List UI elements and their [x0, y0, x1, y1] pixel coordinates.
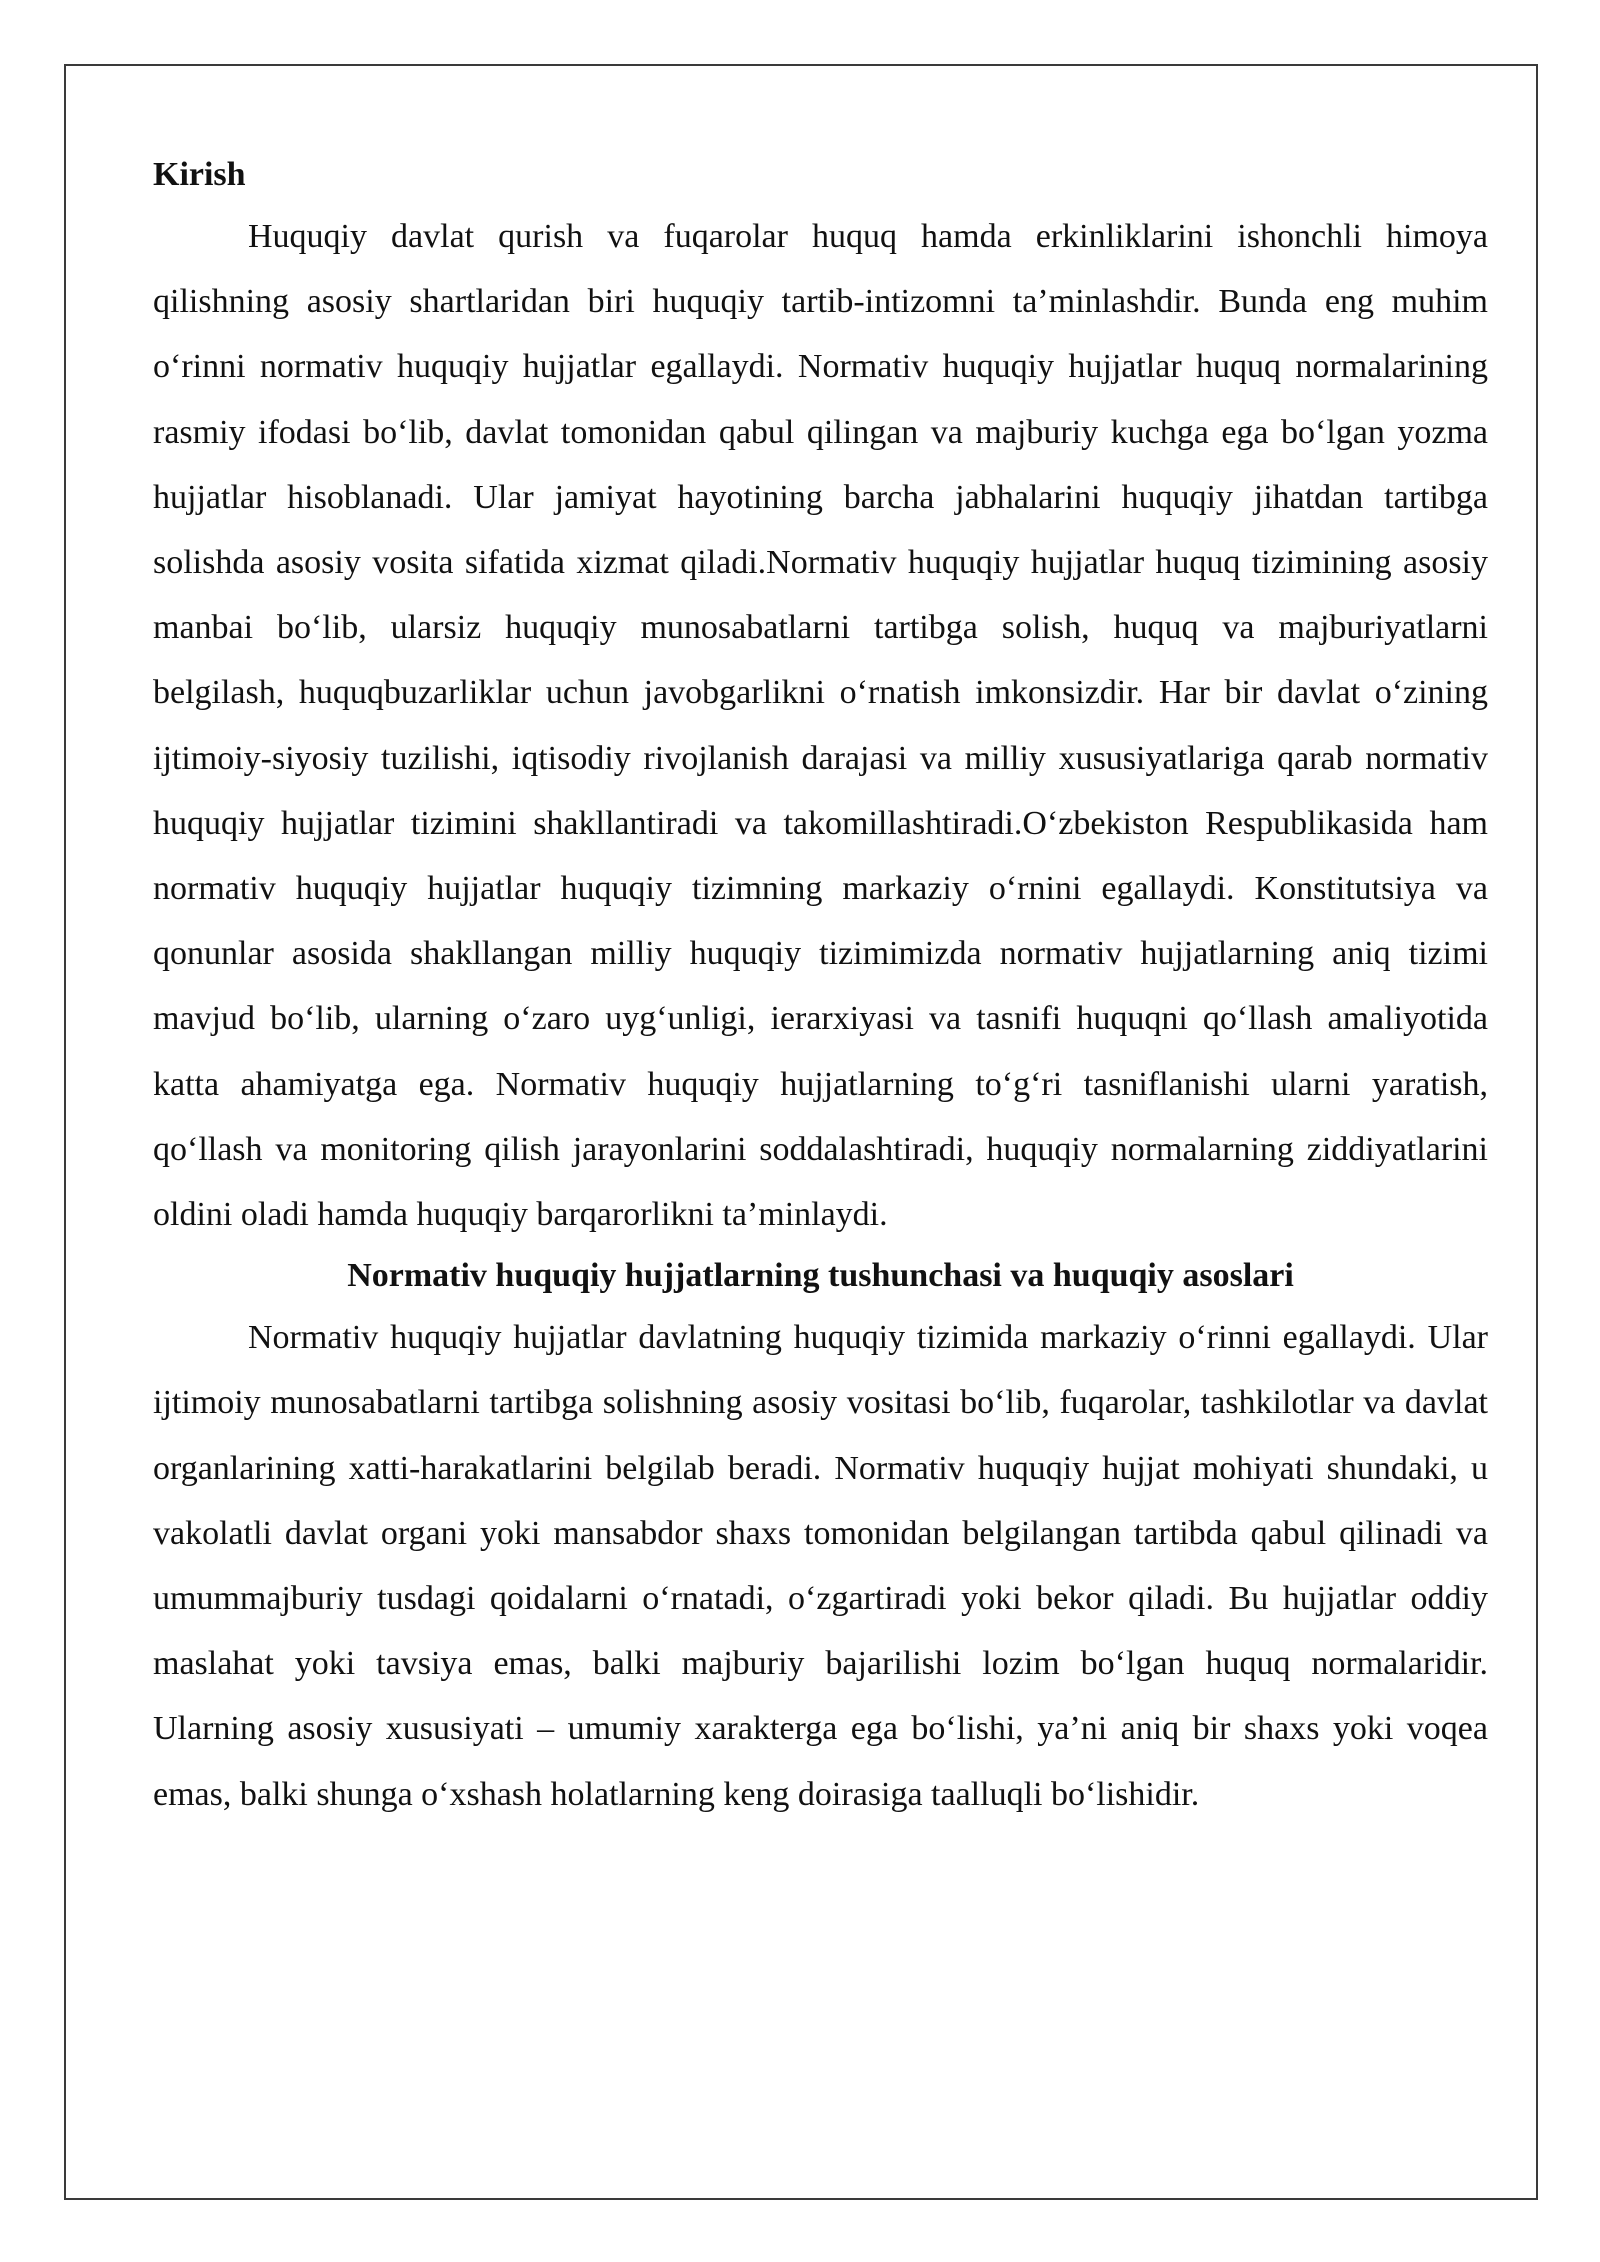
intro-heading: Kirish	[153, 156, 246, 193]
section-heading: Normativ huquqiy hujjatlarning tushunchasi va huquqiy asoslari	[347, 1257, 1294, 1295]
intro-paragraph: Huquqiy davlat qurish va fuqarolar huquq hamda erkinliklarini ishonchli himoya qilishning asosiy shartlaridan biri huquqiy tartib-intizomni ta’minlashdir. Bunda eng muhim o‘rinni normativ huquqiy hujjatlar egallaydi. Normativ huquqiy hujjatlar huquq normalarining rasmiy ifodasi bo‘lib, davlat tomonidan qabul qilingan va majburiy kuchga ega bo‘lgan yozma hujjatlar hisoblanadi. Ular jamiyat hayotining barcha jabhalarini huquqiy jihatdan tartibga solishda asosiy vosita sifatida xizmat qiladi.Normativ huquqiy hujjatlar huquq tizimining asosiy manbai bo‘lib, ularsiz huquqiy munosabatlarni tartibga solish, huquq va majburiyatlarni belgilash, huquqbuzarliklar uchun javobgarlikni o‘rnatish imkonsizdir. Har bir davlat o‘zining ijtimoiy-siyosiy tuzilishi, iqtisodiy rivojlanish darajasi va milliy xususiyatlariga qarab normativ huquqiy hujjatlar tizimini shakllantiradi va takomillashtiradi.O‘zbekiston Respublikasida ham normativ huquqiy hujjatlar huquqiy tizimning markaziy o‘rnini egallaydi. Konstitutsiya va qonunlar asosida shakllangan milliy huquqiy tizimimizda normativ hujjatlarning aniq tizimi mavjud bo‘lib, ularning o‘zaro uyg‘unligi, ierarxiyasi va tasnifi huquqni qo‘llash amaliyotida katta ahamiyatga ega. Normativ huquqiy hujjatlarning to‘g‘ri tasniflanishi ularni yaratish, qo‘llash va monitoring qilish jarayonlarini soddalashtiradi, huquqiy normalarning ziddiyatlarini oldini oladi hamda huquqiy barqarorlikni ta’minlaydi.	[153, 218, 1488, 1234]
document-body	[153, 146, 1488, 1827]
section-paragraph: Normativ huquqiy hujjatlar davlatning huquqiy tizimida markaziy o‘rinni egallaydi. Ular ijtimoiy munosabatlarni tartibga solishning asosiy vositasi bo‘lib, fuqarolar, tashkilotlar va davlat organlarining xatti-harakatlarini belgilab beradi. Normativ huquqiy hujjat mohiyati shundaki, u vakolatli davlat organi yoki mansabdor shaxs tomonidan belgilangan tartibda qabul qilinadi va umummajburiy tusdagi qoidalarni o‘rnatadi, o‘zgartiradi yoki bekor qiladi. Bu hujjatlar oddiy maslahat yoki tavsiya emas, balki majburiy bajarilishi lozim bo‘lgan huquq normalaridir. Ularning asosiy xususiyati – umumiy xarakterga ega bo‘lishi, ya’ni aniq bir shaxs yoki voqea emas, balki shunga o‘xshash holatlarning keng doirasiga taalluqli bo‘lishidir.	[153, 1319, 1488, 1813]
